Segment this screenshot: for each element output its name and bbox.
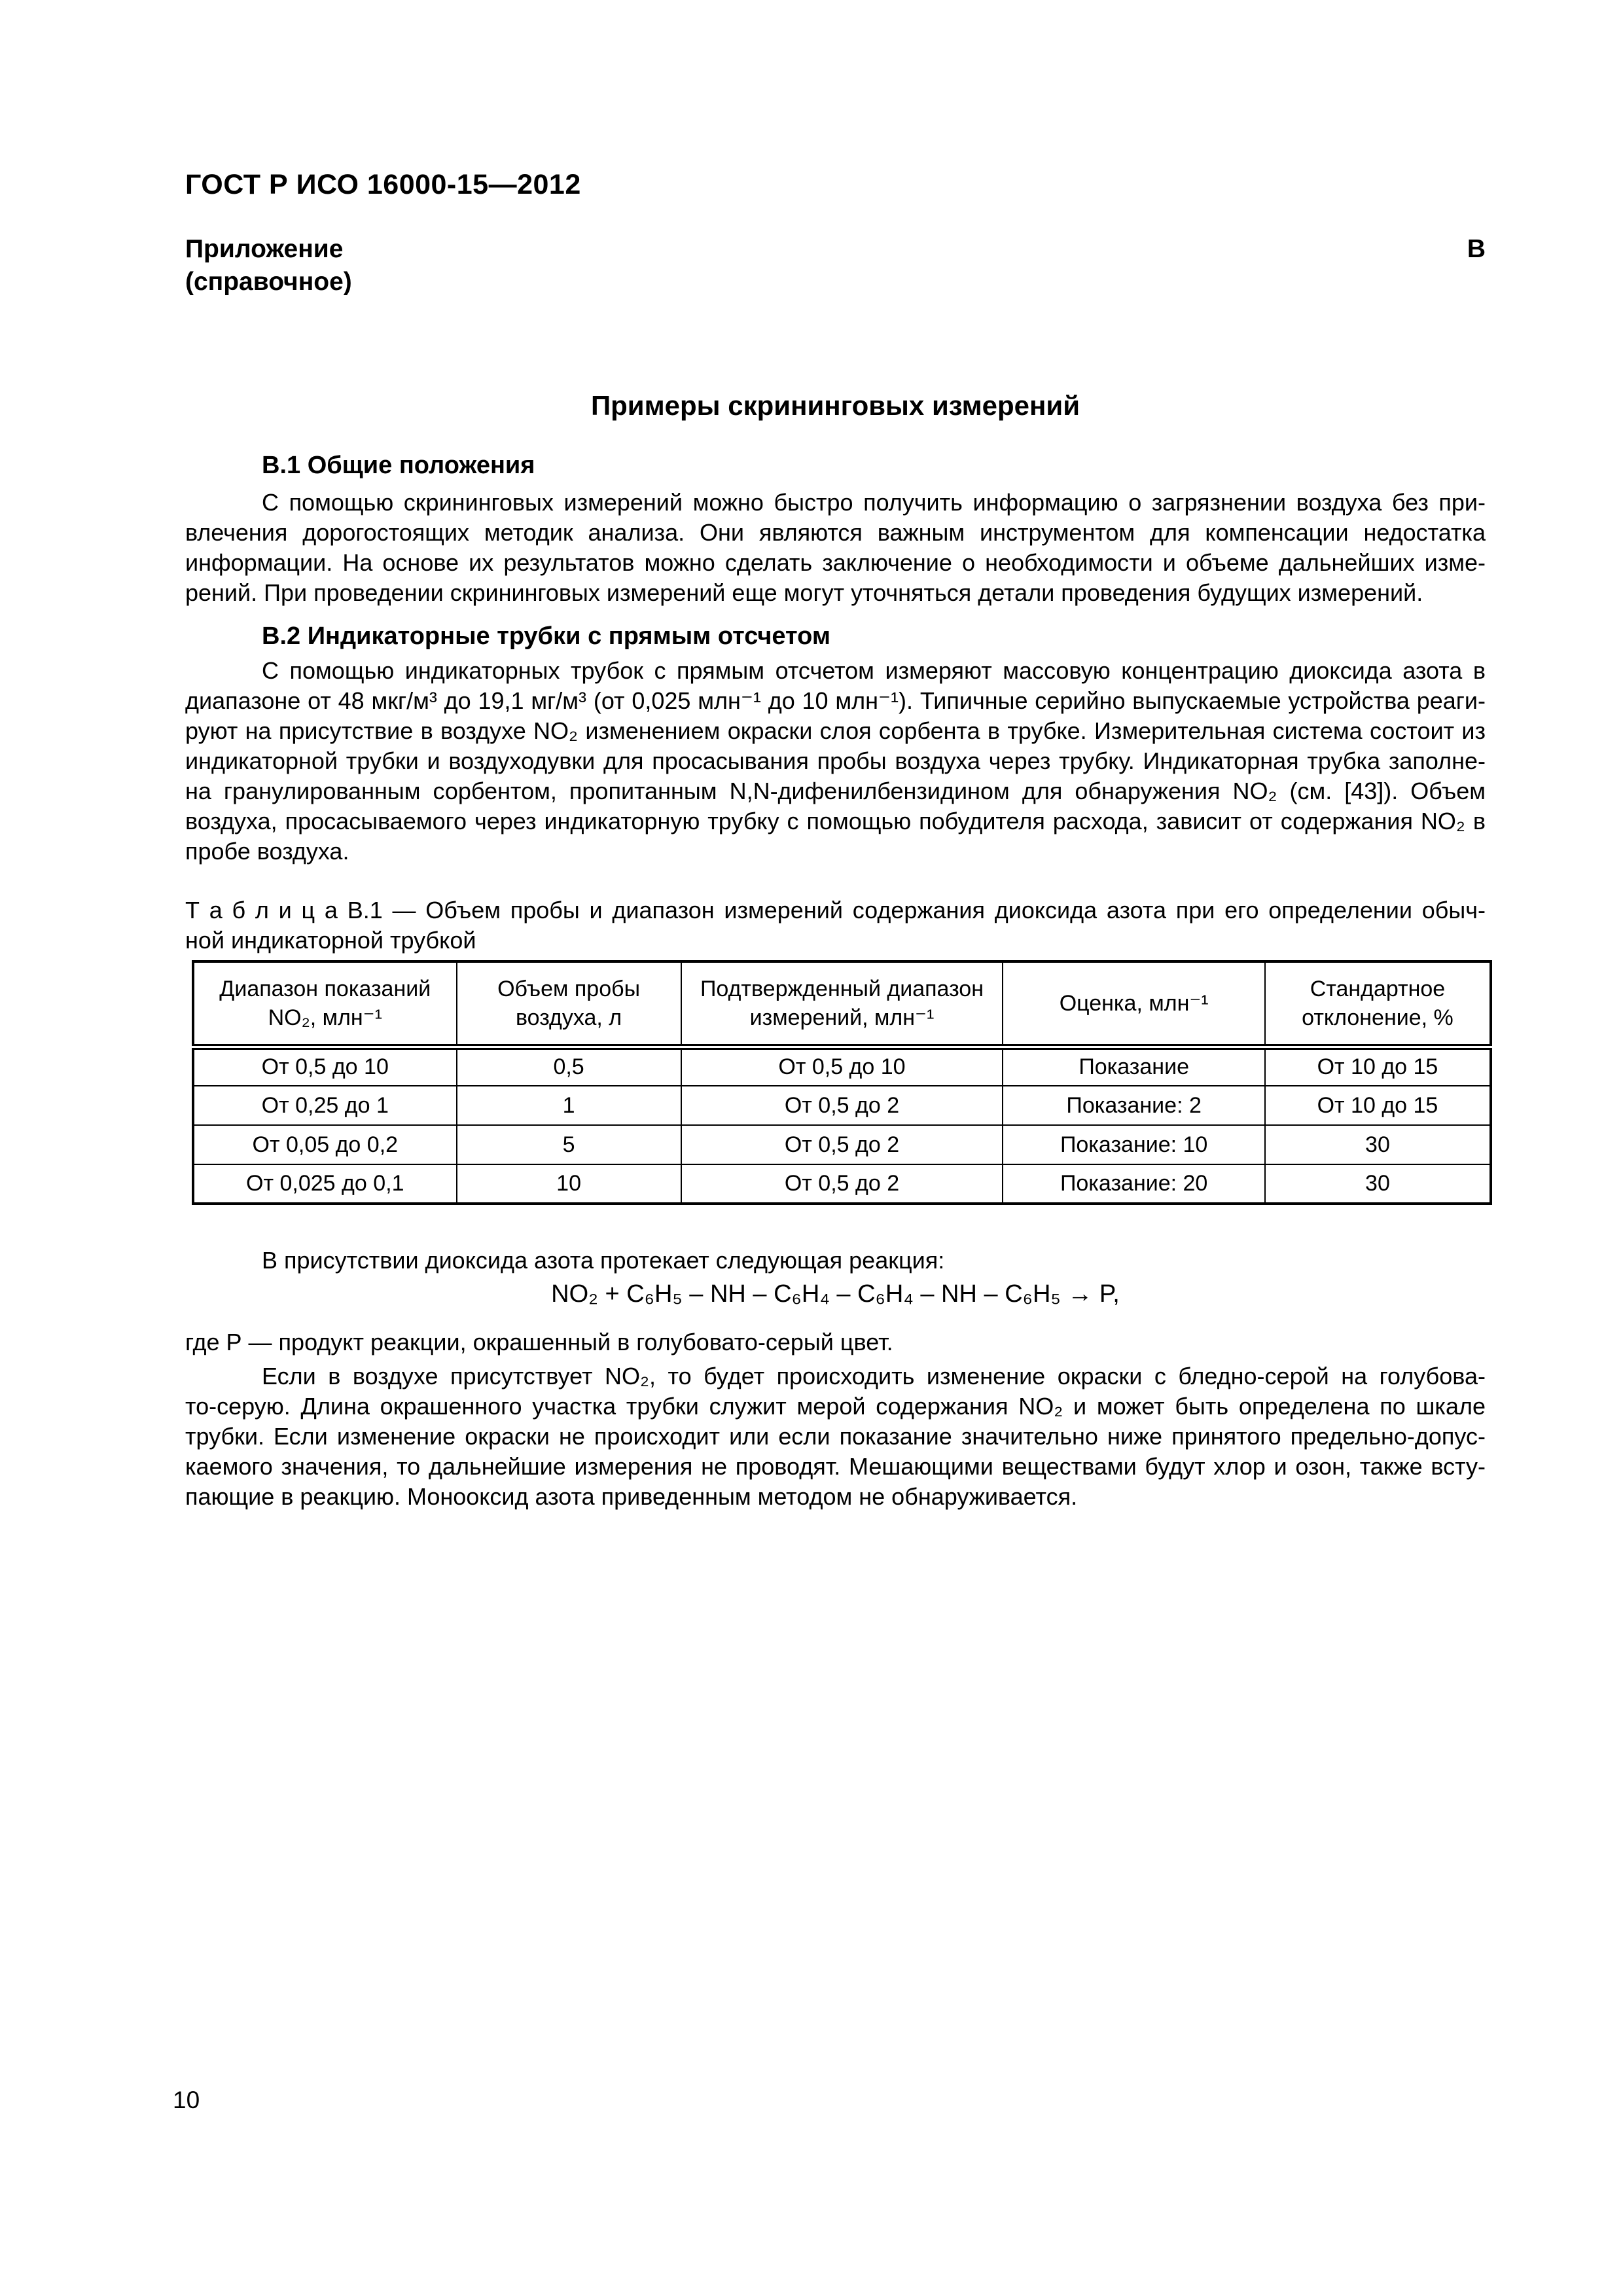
table-header-cell: Диапазон показаний NO₂, млн⁻¹ xyxy=(193,961,457,1047)
section-b1-paragraph: С помощью скрининговых измерений можно быстро получить информацию о загрязнении воздуха без при- влечения дорогостоящих методик анализа. Они являются важным инструментом для компенсации недостатка информации. На основе их результатов можно сделать заключение о необходимости и объеме дальнейших изме- рений. При проведении скрининговых измерений еще могут уточняться детали проведения будущих измерений. xyxy=(185,489,1486,606)
table-header-cell: Подтвержденный диапазон измерений, млн⁻¹ xyxy=(681,961,1003,1047)
table-cell: 30 xyxy=(1265,1125,1491,1164)
table-header-cell: Оценка, млн⁻¹ xyxy=(1003,961,1265,1047)
table-cell: Показание: 2 xyxy=(1003,1086,1265,1125)
table-cell: От 0,25 до 1 xyxy=(193,1086,457,1125)
document-title: Примеры скрининговых измерений xyxy=(590,390,1080,421)
table-cell: 10 xyxy=(457,1164,681,1204)
table-cell: 0,5 xyxy=(457,1047,681,1086)
reaction-formula: NO₂ + C₆H₅ – NH – C₆H₄ – C₆H₄ – NH – C₆H₅ → P, xyxy=(551,1280,1120,1308)
table-cell: 5 xyxy=(457,1125,681,1164)
table-cell: От 0,025 до 0,1 xyxy=(193,1164,457,1204)
reaction-note: где Р — продукт реакции, окрашенный в голубовато-серый цвет. xyxy=(185,1329,893,1355)
annex-block: Приложение В (справочное) xyxy=(185,235,1486,296)
table-cell: Показание xyxy=(1003,1047,1265,1086)
table-cell: От 0,5 до 2 xyxy=(681,1125,1003,1164)
table-b1 xyxy=(192,960,1492,1205)
table-cell: От 0,5 до 10 xyxy=(193,1047,457,1086)
table-cell: От 0,05 до 0,2 xyxy=(193,1125,457,1164)
reaction-intro: В присутствии диоксида азота протекает следующая реакция: xyxy=(262,1247,945,1274)
gost-header: ГОСТ Р ИСО 16000-15—2012 xyxy=(185,169,581,200)
table-cell: От 10 до 15 xyxy=(1265,1086,1491,1125)
section-b1-heading: В.1 Общие положения xyxy=(262,452,535,479)
final-paragraph: Если в воздухе присутствует NO₂, то будет происходить изменение окраски с бледно-серой на голубова- то-серую. Длина окрашенного участка трубки служит мерой содержания NO₂ и может быть определена по шкале трубки. Если изменение окраски не происходит или если показание значительно ниже принятого предельно-допус- каемого значения, то дальнейшие измерения не проводят. Мешающими веществами будут хлор и озон, также всту- пающие в реакцию. Монооксид азота приведенным методом не обнаруживается. xyxy=(185,1363,1486,1510)
table-cell: Показание: 20 xyxy=(1003,1164,1265,1204)
page-number: 10 xyxy=(173,2087,200,2113)
table-header-cell: Объем пробы воздуха, л xyxy=(457,961,681,1047)
table-cell: От 10 до 15 xyxy=(1265,1047,1491,1086)
table-cell: 30 xyxy=(1265,1164,1491,1204)
table-caption: Т а б л и ц а В.1 — Объем пробы и диапазон измерений содержания диоксида азота при его определении обыч- ной индикаторной трубкой xyxy=(185,897,1486,954)
table-row xyxy=(193,1125,1491,1164)
table-row xyxy=(193,1047,1491,1086)
table-cell: 1 xyxy=(457,1086,681,1125)
table-cell: От 0,5 до 2 xyxy=(681,1086,1003,1125)
table-header-row xyxy=(193,961,1491,1047)
table-header-cell: Стандартное отклонение, % xyxy=(1265,961,1491,1047)
table-cell: Показание: 10 xyxy=(1003,1125,1265,1164)
table-cell: От 0,5 до 10 xyxy=(681,1047,1003,1086)
section-b2-paragraph: С помощью индикаторных трубок с прямым отсчетом измеряют массовую концентрацию диоксида азота в диапазоне от 48 мкг/м³ до 19,1 мг/м³ (от 0,025 млн⁻¹ до 10 млн⁻¹). Типичные серийно выпускаемые устройства реаги- руют на присутствие в воздухе NO₂ изменением окраски слоя сорбента в трубке. Измерительная система состоит из индикаторной трубки и воздуходувки для просасывания пробы воздуха через трубку. Индикаторная трубка заполне- на гранулированным сорбентом, пропитанным N,N-дифенилбензидином для обнаружения NO₂ (см. [43]). Объем воздуха, просасываемого через индикаторную трубку с помощью побудителя расхода, зависит от содержания NO₂ в пробе воздуха. xyxy=(185,657,1486,865)
table-row xyxy=(193,1086,1491,1125)
section-b2-heading: В.2 Индикаторные трубки с прямым отсчетом xyxy=(262,622,830,650)
table-row xyxy=(193,1164,1491,1204)
table-cell: От 0,5 до 2 xyxy=(681,1164,1003,1204)
